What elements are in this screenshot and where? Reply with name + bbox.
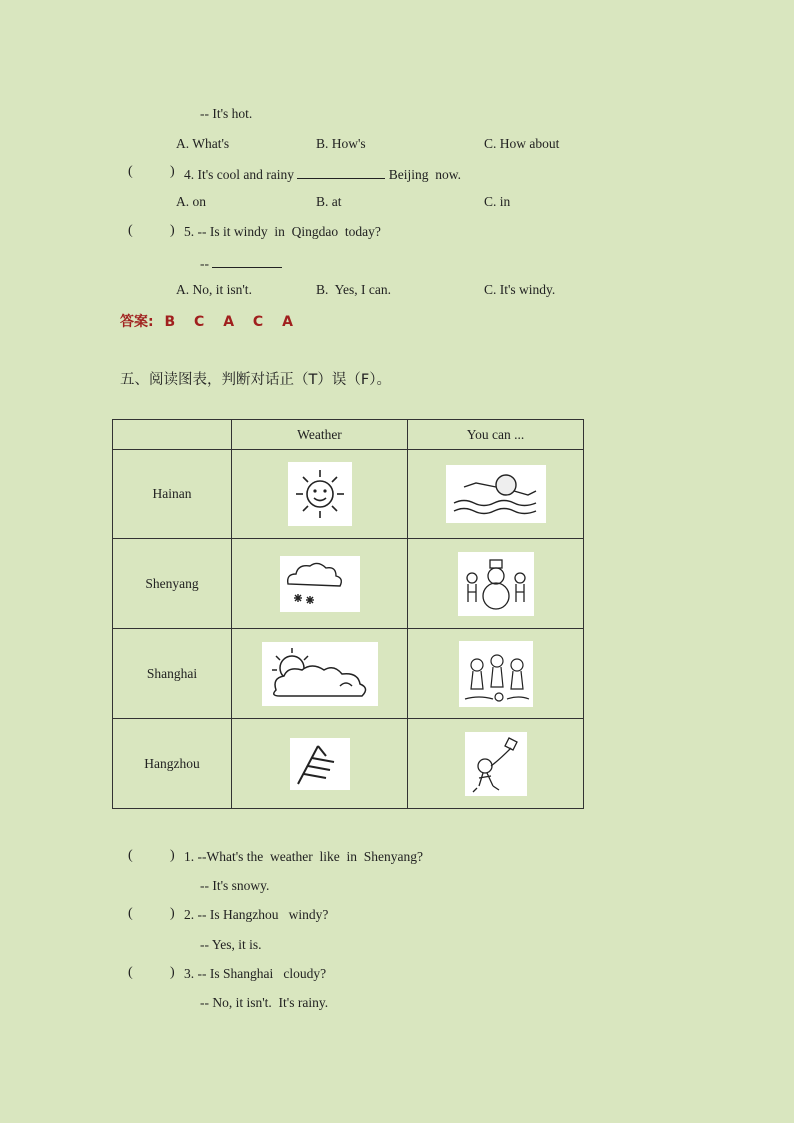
cloudy-icon (262, 642, 378, 706)
j2-reply: -- Yes, it is. (200, 937, 262, 952)
q4-answer-paren-close: ) (170, 164, 175, 179)
weather-table (112, 419, 584, 809)
q5-answer-paren-open: ( (128, 223, 133, 238)
j3-answer-paren-open: ( (128, 965, 133, 980)
windy-flag-icon (290, 738, 350, 790)
snowman-icon (458, 552, 534, 616)
answer-key-item: A (223, 314, 235, 330)
q5-reply-prefix: -- (200, 256, 209, 271)
j1-question: 1. --What's the weather like in Shenyang? (184, 849, 423, 864)
q5-option-b: B. Yes, I can. (316, 282, 392, 297)
j2-question: 2. -- Is Hangzhou windy? (184, 907, 329, 922)
table-row (113, 719, 584, 809)
table-row (113, 450, 584, 539)
q5-answer-paren-close: ) (170, 223, 175, 238)
activity-cell (408, 539, 584, 629)
j2-answer-paren-close: ) (170, 906, 175, 921)
table-header-cell: You can ... (408, 420, 584, 450)
weather-cell (232, 629, 408, 719)
q5-option-a: A. No, it isn't. (176, 282, 252, 297)
q5-reply (200, 254, 282, 272)
q5-option-c: C. It's windy. (484, 282, 556, 297)
q4-answer-paren-open: ( (128, 164, 133, 179)
q4-text-after: Beijing now. (388, 167, 462, 182)
answer-key-item: C (194, 314, 205, 330)
j2-answer-paren-open: ( (128, 906, 133, 921)
j1-reply: -- It's snowy. (200, 878, 270, 893)
q4-option-c: C. in (484, 194, 511, 209)
answer-key-label: 答案: (120, 314, 154, 330)
city-cell: Hainan (113, 450, 232, 539)
table-row (113, 539, 584, 629)
q3-option-b: B. How's (316, 136, 366, 151)
city-cell: Shenyang (113, 539, 232, 629)
q5-question: 5. -- Is it windy in Qingdao today? (184, 224, 381, 239)
weather-cell (232, 539, 408, 629)
city-cell: Shanghai (113, 629, 232, 719)
table-header-cell: Weather (232, 420, 408, 450)
q3-answer-line: -- It's hot. (200, 106, 253, 121)
city-cell: Hangzhou (113, 719, 232, 809)
kids-playing-icon (459, 641, 533, 707)
answer-key-item: A (282, 314, 293, 330)
q4-question (184, 165, 461, 183)
table-header-row (113, 420, 584, 450)
j3-reply: -- No, it isn't. It's rainy. (200, 995, 329, 1010)
q4-option-a: A. on (176, 194, 206, 209)
swimming-icon (446, 465, 546, 523)
table-header-cell (113, 420, 232, 450)
j3-answer-paren-close: ) (170, 965, 175, 980)
j3-question: 3. -- Is Shanghai cloudy? (184, 966, 327, 981)
activity-cell (408, 450, 584, 539)
q4-text-before: 4. It's cool and rainy (184, 167, 295, 182)
j1-answer-paren-close: ) (170, 848, 175, 863)
weather-cell (232, 719, 408, 809)
answer-key-item: C (252, 314, 264, 330)
answer-key-item: B (164, 314, 176, 330)
snow-cloud-icon (280, 556, 360, 612)
weather-cell (232, 450, 408, 539)
q5-blank[interactable] (212, 254, 282, 268)
sun-icon (288, 462, 352, 526)
table-row (113, 629, 584, 719)
answer-key (120, 311, 307, 331)
q4-option-b: B. at (316, 194, 342, 209)
section-title: 五、阅读图表，判断对话正（T）误（F）。 (120, 372, 391, 388)
activity-cell (408, 629, 584, 719)
q3-option-a: A. What's (176, 136, 230, 151)
j1-answer-paren-open: ( (128, 848, 133, 863)
q4-blank[interactable] (297, 165, 385, 179)
activity-cell (408, 719, 584, 809)
kite-flying-icon (465, 732, 527, 796)
q3-option-c: C. How about (484, 136, 560, 151)
